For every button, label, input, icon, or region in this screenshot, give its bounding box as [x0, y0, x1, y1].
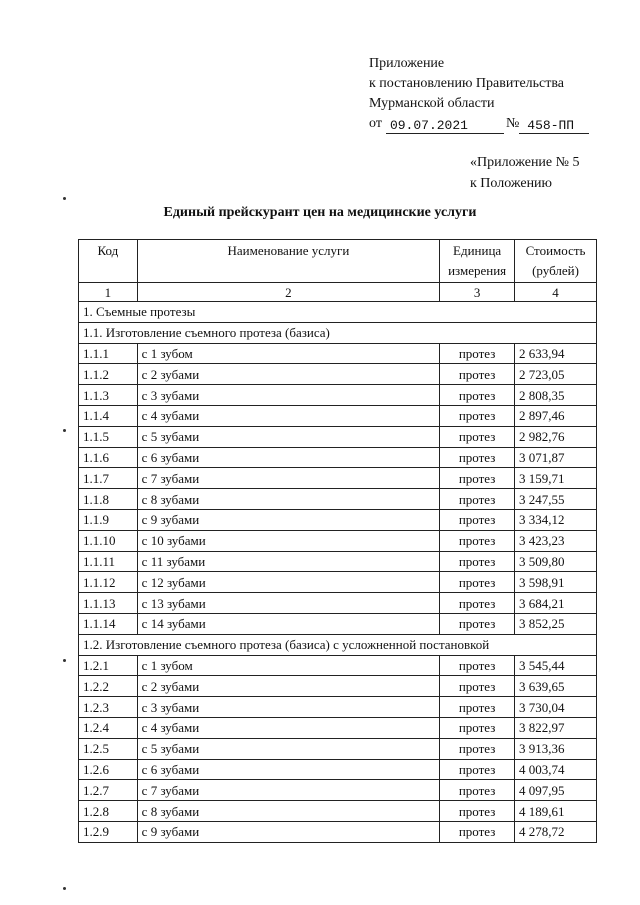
- service-price: 3 598,91: [515, 572, 597, 593]
- column-number-row: [79, 283, 597, 302]
- service-unit: протез: [440, 613, 515, 634]
- service-price: 3 730,04: [515, 697, 597, 718]
- service-code: 1.1.4: [79, 405, 138, 426]
- appendix-reference: [470, 152, 580, 194]
- service-price: 4 189,61: [515, 801, 597, 822]
- table-row: [79, 801, 597, 822]
- service-name: с 5 зубами: [137, 738, 440, 759]
- service-name: с 3 зубами: [137, 385, 440, 406]
- service-name: с 11 зубами: [137, 551, 440, 572]
- service-unit: протез: [440, 572, 515, 593]
- service-name: с 2 зубами: [137, 364, 440, 385]
- service-unit: протез: [440, 780, 515, 801]
- service-name: с 4 зубами: [137, 717, 440, 738]
- header-line-2: к постановлению Правительства: [369, 76, 565, 91]
- service-unit: протез: [440, 385, 515, 406]
- service-price: 4 278,72: [515, 821, 597, 842]
- service-name: с 1 зубом: [137, 343, 440, 364]
- service-unit: протез: [440, 343, 515, 364]
- service-code: 1.2.9: [79, 821, 138, 842]
- scan-speck: [63, 659, 66, 662]
- table-row: [79, 551, 597, 572]
- table-row: [79, 530, 597, 551]
- service-code: 1.2.4: [79, 717, 138, 738]
- column-number: 4: [515, 283, 597, 302]
- column-number: 1: [79, 283, 138, 302]
- header-line-3: Мурманской области: [369, 96, 495, 111]
- table-row: [79, 676, 597, 697]
- service-price: 3 545,44: [515, 655, 597, 676]
- appendix-line-2: к Положению: [470, 176, 553, 191]
- service-code: 1.1.13: [79, 593, 138, 614]
- service-price: 2 633,94: [515, 343, 597, 364]
- service-unit: протез: [440, 364, 515, 385]
- service-unit: протез: [440, 426, 515, 447]
- service-code: 1.1.5: [79, 426, 138, 447]
- service-name: с 9 зубами: [137, 509, 440, 530]
- service-name: с 3 зубами: [137, 697, 440, 718]
- service-price: 2 723,05: [515, 364, 597, 385]
- table-row: [79, 759, 597, 780]
- subsection-title: 1.1. Изготовление съемного протеза (базиса): [79, 322, 597, 343]
- appendix-line-1: «Приложение № 5: [470, 155, 580, 170]
- service-unit: протез: [440, 801, 515, 822]
- number-sign: №: [505, 116, 520, 131]
- service-price: 3 822,97: [515, 717, 597, 738]
- service-code: 1.1.14: [79, 613, 138, 634]
- service-unit: протез: [440, 759, 515, 780]
- column-number: 2: [137, 283, 440, 302]
- service-price: 3 684,21: [515, 593, 597, 614]
- service-name: с 8 зубами: [137, 489, 440, 510]
- service-code: 1.1.8: [79, 489, 138, 510]
- service-unit: протез: [440, 489, 515, 510]
- service-price: 3 852,25: [515, 613, 597, 634]
- service-code: 1.2.2: [79, 676, 138, 697]
- table-row: [79, 655, 597, 676]
- service-name: с 6 зубами: [137, 759, 440, 780]
- service-unit: протез: [440, 593, 515, 614]
- table-row: [79, 426, 597, 447]
- table-row: [79, 717, 597, 738]
- subsection-title: 1.2. Изготовление съемного протеза (базиса) с усложненной постановкой: [79, 634, 597, 655]
- table-row: [79, 364, 597, 385]
- service-name: с 9 зубами: [137, 821, 440, 842]
- scan-speck: [63, 197, 66, 200]
- service-price: 3 247,55: [515, 489, 597, 510]
- service-name: с 8 зубами: [137, 801, 440, 822]
- service-name: с 13 зубами: [137, 593, 440, 614]
- header-code: Код: [79, 240, 138, 283]
- table-row: [79, 613, 597, 634]
- section-title: 1. Съемные протезы: [79, 302, 597, 323]
- service-code: 1.1.7: [79, 468, 138, 489]
- service-code: 1.1.11: [79, 551, 138, 572]
- service-price: 2 897,46: [515, 405, 597, 426]
- table-row: [79, 509, 597, 530]
- service-unit: протез: [440, 468, 515, 489]
- service-code: 1.1.3: [79, 385, 138, 406]
- service-name: с 14 зубами: [137, 613, 440, 634]
- header-unit: Единица измерения: [440, 240, 515, 283]
- service-code: 1.2.8: [79, 801, 138, 822]
- table-row: [79, 593, 597, 614]
- service-unit: протез: [440, 676, 515, 697]
- service-code: 1.1.6: [79, 447, 138, 468]
- service-code: 1.2.3: [79, 697, 138, 718]
- table-row: [79, 780, 597, 801]
- header-line-1: Приложение: [369, 56, 445, 71]
- service-code: 1.2.1: [79, 655, 138, 676]
- service-name: с 4 зубами: [137, 405, 440, 426]
- service-name: с 7 зубами: [137, 468, 440, 489]
- service-unit: протез: [440, 738, 515, 759]
- service-unit: протез: [440, 821, 515, 842]
- service-code: 1.2.7: [79, 780, 138, 801]
- service-price: 3 639,65: [515, 676, 597, 697]
- table-row: [79, 572, 597, 593]
- service-code: 1.1.10: [79, 530, 138, 551]
- service-name: с 12 зубами: [137, 572, 440, 593]
- table-row: [79, 738, 597, 759]
- column-number: 3: [440, 283, 515, 302]
- scan-speck: [63, 887, 66, 890]
- scan-speck: [63, 429, 66, 432]
- service-name: с 5 зубами: [137, 426, 440, 447]
- table-row: [79, 468, 597, 489]
- header-name: Наименование услуги: [137, 240, 440, 283]
- service-code: 1.1.1: [79, 343, 138, 364]
- table-row: [79, 385, 597, 406]
- service-name: с 2 зубами: [137, 676, 440, 697]
- service-price: 3 159,71: [515, 468, 597, 489]
- table-header-row: [79, 240, 597, 283]
- table-row: [79, 489, 597, 510]
- service-price: 4 003,74: [515, 759, 597, 780]
- table-row: [79, 447, 597, 468]
- document-title: Единый прейскурант цен на медицинские услуги: [163, 205, 477, 220]
- service-unit: протез: [440, 717, 515, 738]
- service-price: 2 982,76: [515, 426, 597, 447]
- service-price: 4 097,95: [515, 780, 597, 801]
- service-unit: протез: [440, 655, 515, 676]
- resolution-number: 458-ПП: [519, 119, 589, 134]
- from-label: от: [369, 116, 382, 131]
- resolution-reference: [369, 54, 589, 134]
- service-name: с 10 зубами: [137, 530, 440, 551]
- service-price: 3 913,36: [515, 738, 597, 759]
- service-code: 1.2.5: [79, 738, 138, 759]
- service-unit: протез: [440, 697, 515, 718]
- service-price: 3 071,87: [515, 447, 597, 468]
- date-number-line: [369, 114, 589, 134]
- service-code: 1.2.6: [79, 759, 138, 780]
- service-unit: протез: [440, 405, 515, 426]
- section-row: [79, 302, 597, 323]
- table-row: [79, 821, 597, 842]
- table-row: [79, 697, 597, 718]
- resolution-date: 09.07.2021: [386, 119, 504, 134]
- service-code: 1.1.2: [79, 364, 138, 385]
- service-name: с 6 зубами: [137, 447, 440, 468]
- service-name: с 7 зубами: [137, 780, 440, 801]
- price-table: [78, 239, 597, 843]
- service-price: 3 509,80: [515, 551, 597, 572]
- service-price: 3 334,12: [515, 509, 597, 530]
- subsection-row: [79, 634, 597, 655]
- service-unit: протез: [440, 530, 515, 551]
- service-code: 1.1.9: [79, 509, 138, 530]
- service-name: с 1 зубом: [137, 655, 440, 676]
- service-unit: протез: [440, 509, 515, 530]
- service-unit: протез: [440, 447, 515, 468]
- service-price: 2 808,35: [515, 385, 597, 406]
- service-unit: протез: [440, 551, 515, 572]
- service-code: 1.1.12: [79, 572, 138, 593]
- table-row: [79, 405, 597, 426]
- header-price: Стоимость (рублей): [515, 240, 597, 283]
- table-row: [79, 343, 597, 364]
- subsection-row: [79, 322, 597, 343]
- service-price: 3 423,23: [515, 530, 597, 551]
